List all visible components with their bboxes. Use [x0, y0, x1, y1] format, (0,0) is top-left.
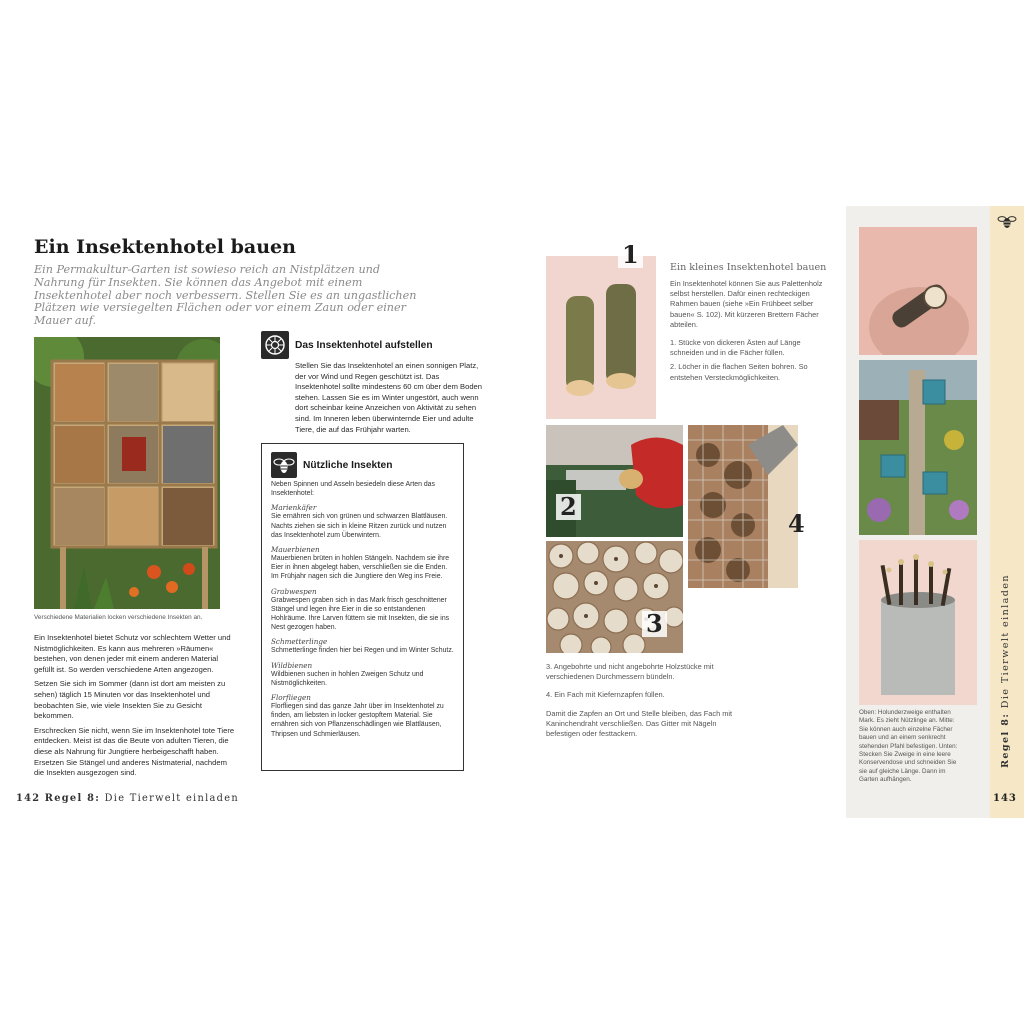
setup-heading: Das Insektenhotel aufstellen — [295, 339, 433, 351]
sun-icon — [261, 331, 289, 359]
build-intro: Ein Insektenhotel können Sie aus Palettenholz selbst herstellen. Dafür einen rechteckigen Rahmen bauen (siehe »Ein Frühbeet selber bauen« S. 102). Mit kürzeren Brettern Fächer abteilen. — [670, 279, 823, 329]
insect-text: Grabwespen graben sich in das Mark frisch geschnittener Stängel und legen ihre Eier in die so entstandenen Hohlräume. Ihre Larven füttern sie mit Insekten, die sie ins Nest gezogen haben. — [271, 596, 450, 632]
body-paragraph: Erschrecken Sie nicht, wenn Sie im Insektenhotel tote Tiere entdecken. Meist ist das die Beute von adulten Tieren, die diese als Nahrung für Jungtiere herbeigeschafft haben. Ersetzen Sie Stängel und anderes Nistmaterial, nachdem die Insekten ausgezogen sind. — [34, 725, 235, 778]
setup-section — [261, 331, 483, 439]
elder-twig-photo — [859, 227, 977, 355]
step-text: 1. Stücke von dickeren Ästen auf Länge schneiden und in die Fächer füllen. — [670, 338, 801, 358]
page-title: Ein Insektenhotel bauen — [34, 236, 296, 258]
footer-chapter: Die Tierwelt einladen — [104, 793, 239, 804]
insect-text: Wildbienen suchen in hohlen Zweigen Schutz und Nistmöglichkeiten. — [271, 670, 424, 687]
insect-name: Mauerbienen — [271, 545, 320, 555]
post-hotel-photo — [859, 360, 977, 535]
bee-icon — [997, 212, 1017, 237]
build-instructions-continued — [546, 662, 736, 747]
insect-text: Sie ernähren sich von grünen und schwarzen Blattläusen. Nachts ziehen sie sich in kleine Ritzen zurück und nutzen das Insektenhotel zum Überwintern. — [271, 513, 448, 539]
lead-paragraph: Ein Permakultur-Garten ist sowieso reich an Nistplätzen und Nahrung für Insekten. Sie können das Angebot mit einem Insektenhotel aber noch verbessern. Stellen Sie es an ungastlichen Plätzen wie versiegelten Flächen oder vor einem Zaun oder einer Mauer auf. — [34, 263, 417, 328]
insect-name: Wildbienen — [271, 660, 313, 670]
build-instructions — [670, 262, 835, 391]
vertical-chapter-label — [1000, 574, 1011, 768]
footer-rule: Regel 8: — [44, 793, 101, 804]
insect-text: Mauerbienen brüten in hohlen Stängeln. Nachdem sie ihre Eier in ihnen abgelegt haben, verschließen sie die Enden. Im Frühjahr nagen sich die Jungtiere den Weg ins Freie. — [271, 555, 450, 581]
step-text: Damit die Zapfen an Ort und Stelle bleiben, das Fach mit Kaninchendraht verschließen. Das Gitter mit Nägeln befestigen oder festtackern. — [546, 708, 733, 739]
body-paragraph: Ein Insektenhotel bietet Schutz vor schlechtem Wetter und Nistmöglichkeiten. Es kann aus mehreren »Räumen« bestehen, von denen jeder mit einem anderen Material gefüllt ist. So werden verschiedene Arten angezogen. — [34, 633, 231, 674]
vertical-chapter: Die Tierwelt einladen — [1000, 574, 1011, 709]
step-text: 3. Angebohrte und nicht angebohrte Holzstücke mit verschiedenen Durchmessern bündeln. — [546, 662, 714, 682]
insect-text: Schmetterlinge finden hier bei Regen und im Winter Schutz. — [271, 647, 454, 655]
page-number: 142 — [16, 793, 41, 804]
bee-icon — [271, 452, 297, 478]
step-number-2: 2 — [556, 494, 581, 520]
build-heading: Ein kleines Insektenhotel bauen — [670, 262, 827, 273]
useful-insects-heading: Nützliche Insekten — [303, 459, 393, 471]
body-column — [34, 633, 236, 783]
step-number-1: 1 — [618, 242, 643, 268]
tin-can-photo — [859, 540, 977, 705]
step-1-photo — [546, 256, 656, 419]
body-paragraph: Setzen Sie sich im Sommer (dann ist dort am meisten zu sehen) täglich 15 Minuten vor das Insektenhotel und beobachten Sie, wie viele Insekten Sie zu Gesicht bekommen. — [34, 679, 226, 721]
insect-name: Schmetterlinge — [271, 637, 328, 647]
useful-insects-intro: Neben Spinnen und Asseln besiedeln diese Arten das Insektenhotel: — [271, 481, 435, 498]
insect-text: Florfliegen sind das ganze Jahr über im Insektenhotel zu finden, am liebsten in locker gestopftem Material. Sie ernähren sich von Pflanzenschädlingen wie Blattläusen, Thripsen und Schmierläusen. — [271, 703, 444, 738]
page-number-right: 143 — [993, 793, 1017, 804]
step-4-photo — [688, 425, 798, 588]
insect-name: Grabwespen — [271, 586, 317, 596]
setup-text: Stellen Sie das Insektenhotel an einen sonnigen Platz, der vor Wind und Regen geschützt ist. Das Insektenhotel sollte mindestens 60 cm über dem Boden stehen. Lassen Sie es im Winter ungestört, auch wenn dort scheinbar keine Anzeichen von Aktivität zu sehen sind. Im Inneren leben überwinternde Eier und adulte Tiere, die auf das Frühjahr warten. — [295, 361, 482, 434]
step-number-3: 3 — [642, 611, 667, 637]
insect-list — [271, 503, 454, 738]
left-footer — [16, 793, 239, 804]
sidebar-caption: Oben: Holunderzweige enthalten Mark. Es zieht Nützlinge an. Mitte: Sie können auch einzelne Fächer bauen und an einem senkrecht stehenden Pfahl befestigen. Unten: Stecken Sie Zweige in eine leere Konservendose und schneiden Sie sie auf gleiche Länge. Dann im Garten aufhängen. — [859, 709, 958, 784]
step-text: 4. Ein Fach mit Kiefernzapfen füllen. — [546, 690, 665, 700]
insect-hotel-photo — [34, 337, 220, 609]
step-text: 2. Löcher in die flachen Seiten bohren. So entstehen Versteckmöglichkeiten. — [670, 362, 808, 382]
photo-caption: Verschiedene Materialien locken verschiedene Insekten an. — [34, 614, 203, 621]
insect-name: Florfliegen — [271, 693, 311, 703]
insect-name: Marienkäfer — [271, 503, 317, 513]
useful-insects-box — [261, 443, 464, 771]
step-number-4: 4 — [788, 509, 805, 538]
vertical-rule: Regel 8: — [1000, 712, 1011, 768]
